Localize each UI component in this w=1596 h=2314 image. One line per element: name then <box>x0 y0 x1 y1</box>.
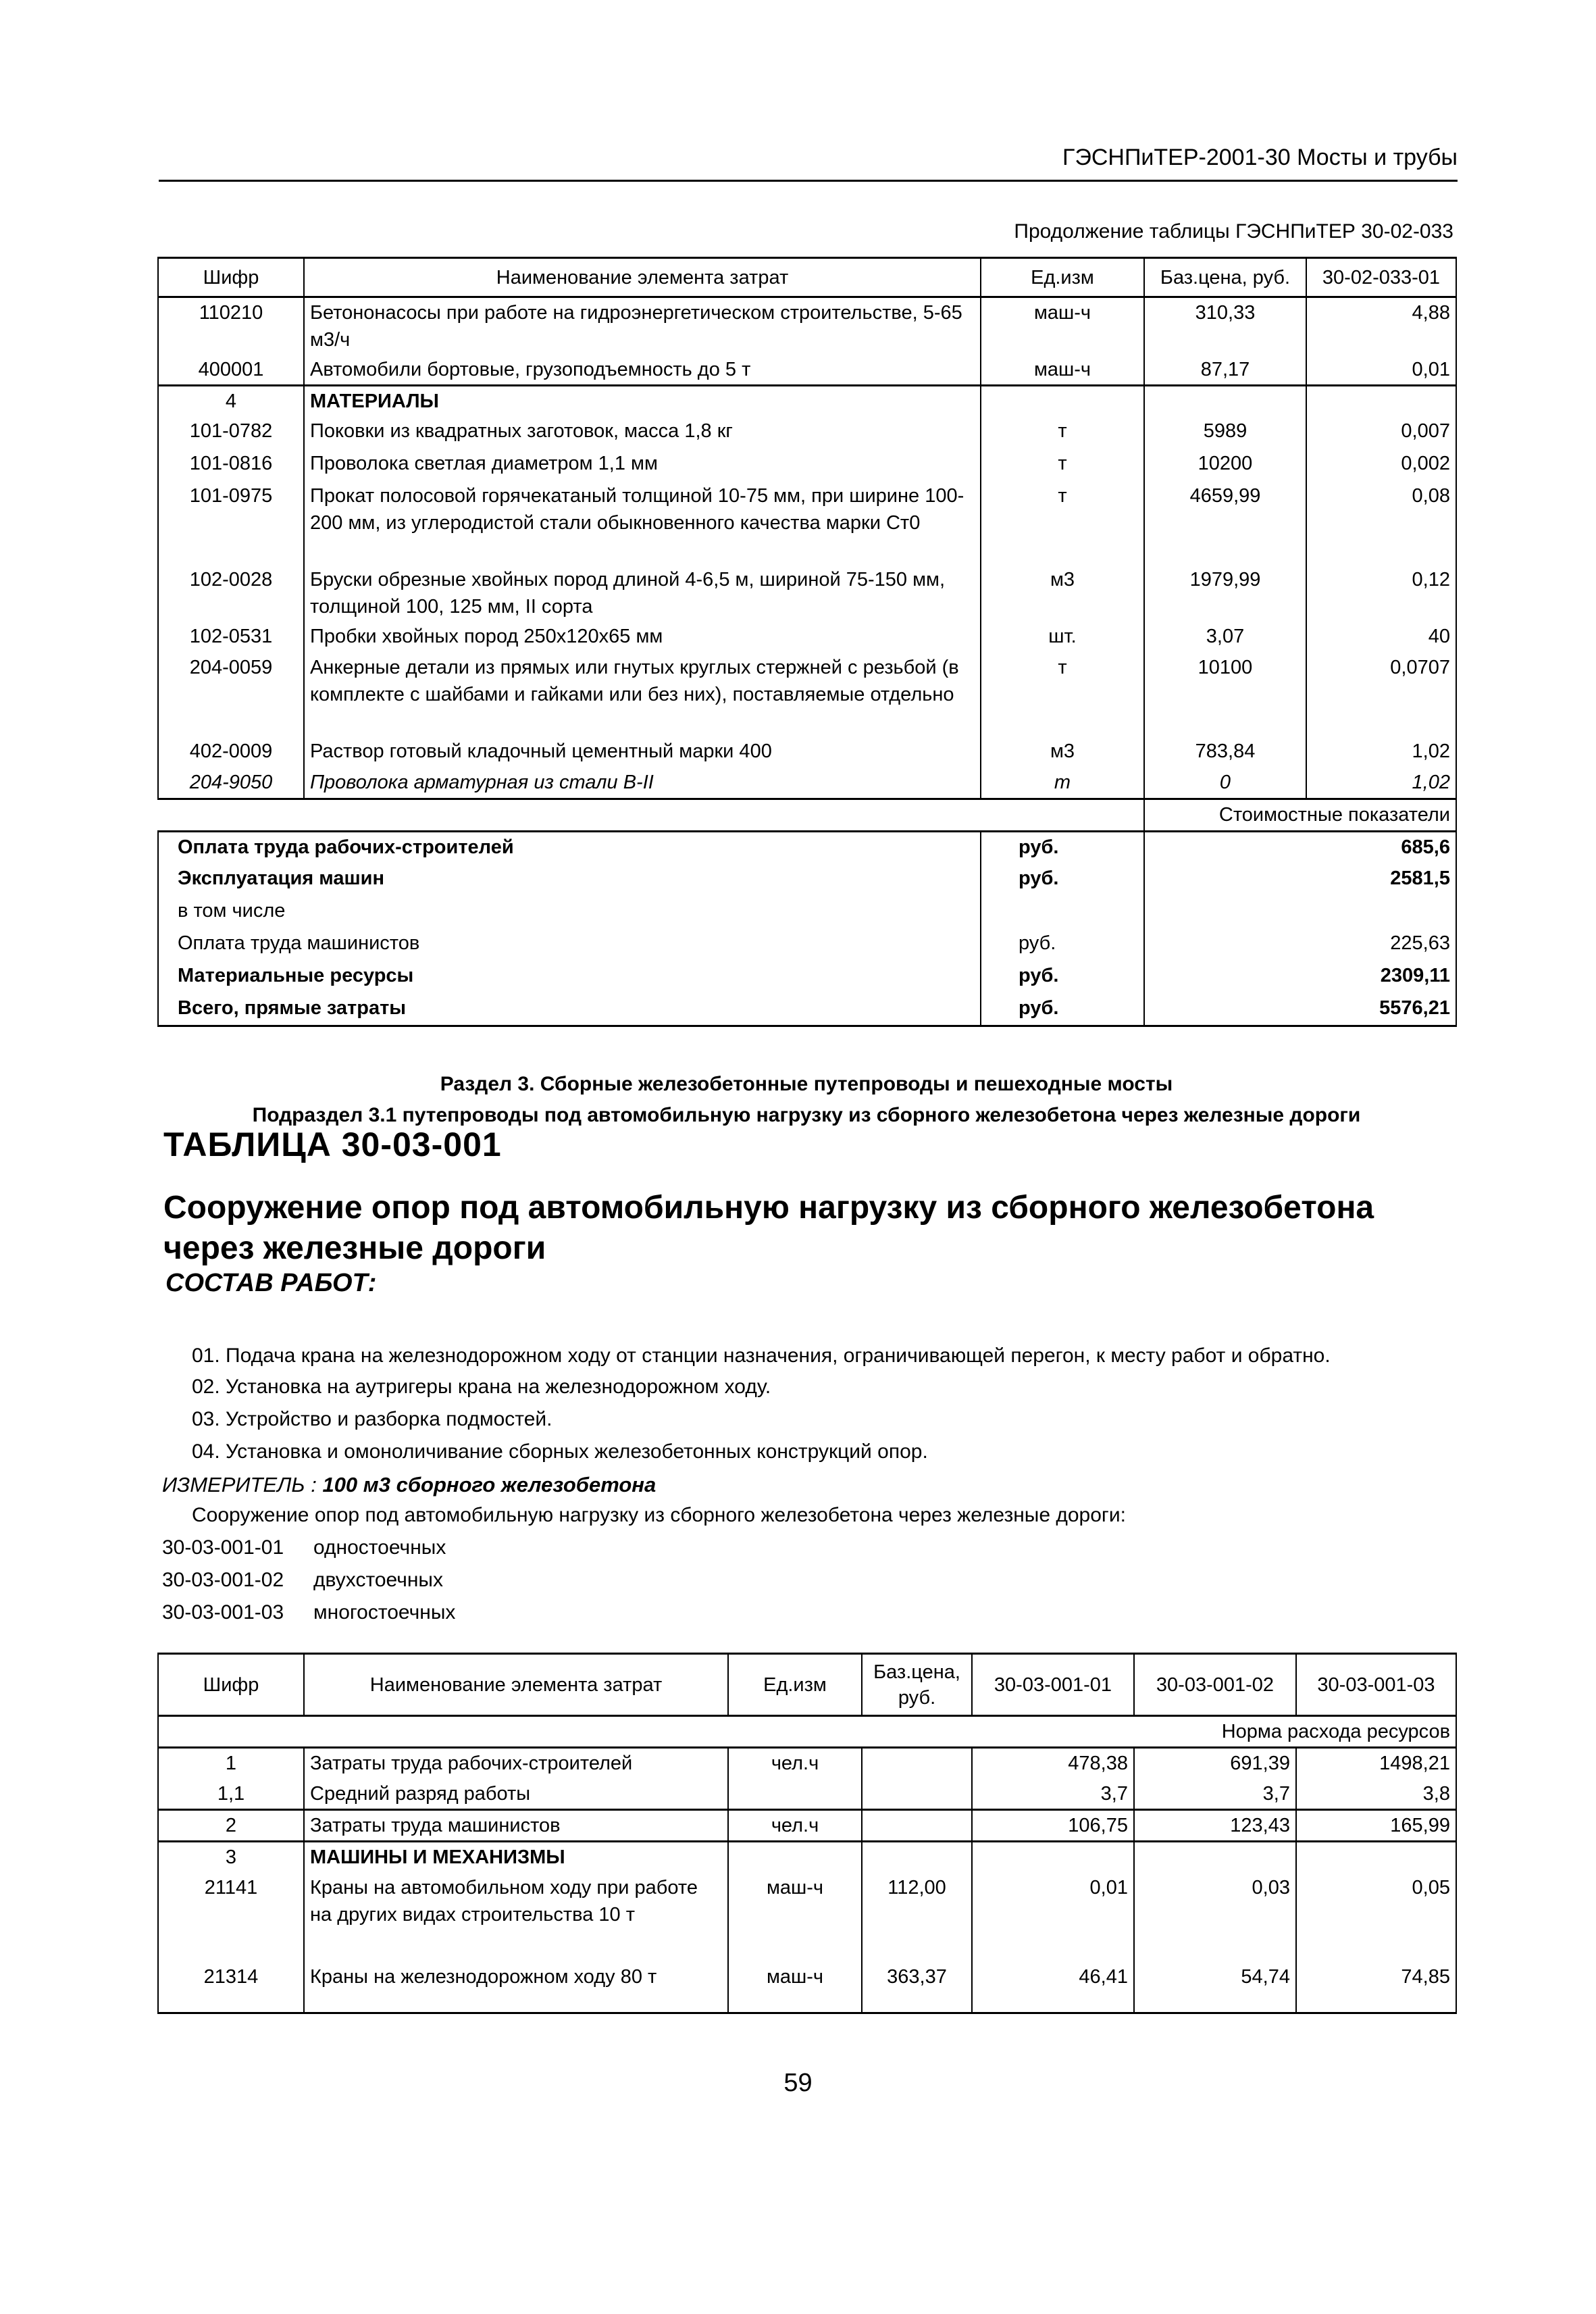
header-norm: 30-02-033-01 <box>1306 258 1456 297</box>
row-name: Затраты труда машинистов <box>304 1810 728 1842</box>
cost-unit: руб. <box>981 928 1144 961</box>
row-price <box>1144 386 1306 417</box>
header-code: Шифр <box>158 1654 304 1716</box>
row-code: 1 <box>158 1748 304 1779</box>
table-row <box>158 416 1456 449</box>
row-code: 4 <box>158 386 304 417</box>
row-code: 21314 <box>158 1962 304 2013</box>
table-row <box>158 1748 1456 1779</box>
row-value-03: 165,99 <box>1296 1810 1456 1842</box>
row-value-02: 3,7 <box>1134 1779 1296 1810</box>
cost-empty <box>1144 896 1306 928</box>
cost-row <box>158 993 1456 1026</box>
row-code: 101-0975 <box>158 481 304 565</box>
cost-empty <box>1144 928 1306 961</box>
table-row <box>158 736 1456 768</box>
running-header: ГЭСНПиТЕР-2001-30 Мосты и трубы <box>159 141 1458 182</box>
norm-title-row <box>158 1716 1456 1748</box>
row-name: Поковки из квадратных заготовок, масса 1,8 кг <box>304 416 981 449</box>
row-name: Бруски обрезные хвойных пород длиной 4-6,5 м, шириной 75-150 мм, толщиной 100, 125 мм, II сорта <box>304 565 981 622</box>
subsection-title: Подраздел 3.1 путепроводы под автомобильную нагрузку из сборного железобетона через железные дороги <box>252 1104 1361 1126</box>
row-unit: м3 <box>981 565 1144 622</box>
row-value-02: 691,39 <box>1134 1748 1296 1779</box>
row-value-03: 1498,21 <box>1296 1748 1456 1779</box>
row-code: 101-0816 <box>158 449 304 481</box>
row-unit: т <box>981 416 1144 449</box>
measure-unit <box>162 1473 656 1497</box>
row-name: Пробки хвойных пород 250х120х65 мм <box>304 622 981 653</box>
row-value: 0,08 <box>1306 481 1456 565</box>
row-name: Прокат полосовой горячекатаный толщиной 10-75 мм, при ширине 100-200 мм, из углеродистой стали обыкновенного качества марки Ст0 <box>304 481 981 565</box>
header-price: Баз.цена, руб. <box>1144 258 1306 297</box>
row-value-02: 0,03 <box>1134 1873 1296 1962</box>
table-row <box>158 653 1456 736</box>
row-price: 10100 <box>1144 653 1306 736</box>
operation-item: 04. Установка и омоноличивание сборных железобетонных конструкций опор. <box>192 1440 928 1463</box>
norm-title: Норма расхода ресурсов <box>158 1716 1456 1748</box>
cost-unit: руб. <box>981 961 1144 993</box>
table-row <box>158 1842 1456 1873</box>
cost-name: Эксплуатация машин <box>158 863 981 896</box>
resource-table-30-03-001 <box>157 1653 1457 2014</box>
variant-code: 30-03-001-03 <box>162 1601 284 1624</box>
cost-title-spacer <box>158 799 1144 831</box>
variant-code: 30-03-001-01 <box>162 1536 284 1559</box>
cost-indicators-title: Стоимостные показатели <box>1144 799 1456 831</box>
row-value-01: 0,01 <box>972 1873 1134 1962</box>
cost-empty <box>1144 863 1306 896</box>
row-code: 2 <box>158 1810 304 1842</box>
row-unit <box>728 1779 862 1810</box>
row-code: 3 <box>158 1842 304 1873</box>
row-value: 0,01 <box>1306 355 1456 386</box>
row-price: 5989 <box>1144 416 1306 449</box>
row-name: Проволока арматурная из стали В-II <box>304 768 981 799</box>
table-row <box>158 1810 1456 1842</box>
cost-name: Оплата труда машинистов <box>158 928 981 961</box>
cost-unit: руб. <box>981 831 1144 863</box>
header-price: Баз.цена, руб. <box>862 1654 972 1716</box>
header-norm-01: 30-03-001-01 <box>972 1654 1134 1716</box>
row-unit: чел.ч <box>728 1748 862 1779</box>
row-code: 1,1 <box>158 1779 304 1810</box>
table-continuation-caption: Продолжение таблицы ГЭСНПиТЕР 30-02-033 <box>1014 220 1453 243</box>
row-value: 40 <box>1306 622 1456 653</box>
row-code: 402-0009 <box>158 736 304 768</box>
row-value-03: 3,8 <box>1296 1779 1456 1810</box>
row-code: 102-0531 <box>158 622 304 653</box>
header-code: Шифр <box>158 258 304 297</box>
row-price: 4659,99 <box>1144 481 1306 565</box>
row-name: Автомобили бортовые, грузоподъемность до 5 т <box>304 355 981 386</box>
row-value-03: 0,05 <box>1296 1873 1456 1962</box>
table-row <box>158 1779 1456 1810</box>
row-name: Проволока светлая диаметром 1,1 мм <box>304 449 981 481</box>
row-value: 1,02 <box>1306 736 1456 768</box>
cost-row <box>158 961 1456 993</box>
header-unit: Ед.изм <box>728 1654 862 1716</box>
cost-empty <box>1144 993 1306 1026</box>
row-unit: маш-ч <box>981 355 1144 386</box>
measure-value: 100 м3 сборного железобетона <box>322 1473 657 1496</box>
operation-item: 03. Устройство и разборка подмостей. <box>192 1408 552 1430</box>
cost-indicators-title-row <box>158 799 1456 831</box>
cost-value: 5576,21 <box>1306 993 1456 1026</box>
row-name: Затраты труда рабочих-строителей <box>304 1748 728 1779</box>
cost-empty <box>1144 961 1306 993</box>
row-name: Бетононасосы при работе на гидроэнергетическом строительстве, 5-65 м3/ч <box>304 297 981 355</box>
row-code: 400001 <box>158 355 304 386</box>
table-row <box>158 768 1456 799</box>
composition-heading: СОСТАВ РАБОТ: <box>165 1269 377 1297</box>
header-name: Наименование элемента затрат <box>304 1654 728 1716</box>
row-value: 0,0707 <box>1306 653 1456 736</box>
cost-row <box>158 831 1456 863</box>
row-value <box>1306 386 1456 417</box>
row-price: 783,84 <box>1144 736 1306 768</box>
operation-item: 02. Установка на аутригеры крана на железнодорожном ходу. <box>192 1376 771 1398</box>
row-price: 112,00 <box>862 1873 972 1962</box>
row-price <box>862 1748 972 1779</box>
variant-item <box>162 1569 443 1592</box>
row-value: 0,002 <box>1306 449 1456 481</box>
resource-table-30-02-033 <box>157 257 1457 1027</box>
cost-name: Оплата труда рабочих-строителей <box>158 831 981 863</box>
row-value-03: 74,85 <box>1296 1962 1456 2013</box>
table-header-row <box>158 1654 1456 1716</box>
header-name: Наименование элемента затрат <box>304 258 981 297</box>
row-value-01: 3,7 <box>972 1779 1134 1810</box>
row-price: 0 <box>1144 768 1306 799</box>
header-norm-02: 30-03-001-02 <box>1134 1654 1296 1716</box>
row-value-02: 54,74 <box>1134 1962 1296 2013</box>
variant-name: многостоечных <box>313 1601 456 1624</box>
row-price: 363,37 <box>862 1962 972 2013</box>
table-row <box>158 449 1456 481</box>
cost-value: 2581,5 <box>1306 863 1456 896</box>
cost-row <box>158 863 1456 896</box>
row-code: 110210 <box>158 297 304 355</box>
row-unit: маш-ч <box>728 1873 862 1962</box>
row-value: 0,007 <box>1306 416 1456 449</box>
cost-empty <box>1144 831 1306 863</box>
table-row <box>158 386 1456 417</box>
page-number: 59 <box>783 2069 813 2097</box>
measure-label: ИЗМЕРИТЕЛЬ : <box>162 1473 317 1496</box>
row-code: 102-0028 <box>158 565 304 622</box>
header-unit: Ед.изм <box>981 258 1144 297</box>
header-norm-03: 30-03-001-03 <box>1296 1654 1456 1716</box>
row-value-01 <box>972 1842 1134 1873</box>
row-price: 1979,99 <box>1144 565 1306 622</box>
row-price: 10200 <box>1144 449 1306 481</box>
table-row <box>158 1873 1456 1962</box>
table-header-row <box>158 258 1456 297</box>
cost-row <box>158 928 1456 961</box>
row-name: Средний разряд работы <box>304 1779 728 1810</box>
row-value: 1,02 <box>1306 768 1456 799</box>
cost-name: Материальные ресурсы <box>158 961 981 993</box>
row-value-02: 123,43 <box>1134 1810 1296 1842</box>
row-unit: т <box>981 481 1144 565</box>
row-name: МАТЕРИАЛЫ <box>304 386 981 417</box>
row-unit: т <box>981 653 1144 736</box>
row-value: 4,88 <box>1306 297 1456 355</box>
cost-name: в том числе <box>158 896 981 928</box>
operation-item: 01. Подача крана на железнодорожном ходу от станции назначения, ограничивающей перегон, к месту работ и обратно. <box>192 1344 1331 1367</box>
cost-unit <box>981 896 1144 928</box>
table-row <box>158 297 1456 355</box>
row-price: 87,17 <box>1144 355 1306 386</box>
row-price <box>862 1810 972 1842</box>
cost-unit: руб. <box>981 993 1144 1026</box>
row-code: 21141 <box>158 1873 304 1962</box>
cost-value: 685,6 <box>1306 831 1456 863</box>
cost-value: 2309,11 <box>1306 961 1456 993</box>
variant-name: одностоечных <box>313 1536 446 1559</box>
row-unit: шт. <box>981 622 1144 653</box>
row-unit <box>981 386 1144 417</box>
row-name: Анкерные детали из прямых или гнутых круглых стержней с резьбой (в комплекте с шайбами и гайками или без них), поставляемые отдельно <box>304 653 981 736</box>
row-price: 3,07 <box>1144 622 1306 653</box>
table-intro: Сооружение опор под автомобильную нагрузку из сборного железобетона через железные дороги: <box>192 1504 1126 1526</box>
row-unit: т <box>981 449 1144 481</box>
table-row <box>158 1962 1456 2013</box>
row-name: Краны на железнодорожном ходу 80 т <box>304 1962 728 2013</box>
row-unit <box>728 1842 862 1873</box>
table-row <box>158 481 1456 565</box>
row-value-03 <box>1296 1842 1456 1873</box>
row-value: 0,12 <box>1306 565 1456 622</box>
row-name: Краны на автомобильном ходу при работе на других видах строительства 10 т <box>304 1873 728 1962</box>
table-row <box>158 622 1456 653</box>
row-unit: т <box>981 768 1144 799</box>
row-code: 101-0782 <box>158 416 304 449</box>
row-code: 204-9050 <box>158 768 304 799</box>
row-value-01: 478,38 <box>972 1748 1134 1779</box>
cost-row <box>158 896 1456 928</box>
row-unit: чел.ч <box>728 1810 862 1842</box>
variant-item <box>162 1536 446 1559</box>
row-value-02 <box>1134 1842 1296 1873</box>
row-price <box>862 1842 972 1873</box>
variant-item <box>162 1601 455 1624</box>
cost-value: 225,63 <box>1306 928 1456 961</box>
row-value-01: 46,41 <box>972 1962 1134 2013</box>
cost-unit: руб. <box>981 863 1144 896</box>
variant-code: 30-03-001-02 <box>162 1569 284 1591</box>
row-value-01: 106,75 <box>972 1810 1134 1842</box>
row-name: Раствор готовый кладочный цементный марки 400 <box>304 736 981 768</box>
row-code: 204-0059 <box>158 653 304 736</box>
row-price <box>862 1779 972 1810</box>
table-title: ТАБЛИЦА 30-03-001 <box>163 1126 502 1163</box>
row-unit: маш-ч <box>728 1962 862 2013</box>
work-title: Сооружение опор под автомобильную нагрузку из сборного железобетона через железные дороги <box>163 1190 1374 1266</box>
row-price: 310,33 <box>1144 297 1306 355</box>
variant-name: двухстоечных <box>313 1569 443 1591</box>
row-unit: м3 <box>981 736 1144 768</box>
table-row <box>158 355 1456 386</box>
table-row <box>158 565 1456 622</box>
section-title: Раздел 3. Сборные железобетонные путепроводы и пешеходные мосты <box>440 1073 1173 1095</box>
row-name: МАШИНЫ И МЕХАНИЗМЫ <box>304 1842 728 1873</box>
row-unit: маш-ч <box>981 297 1144 355</box>
cost-value <box>1306 896 1456 928</box>
cost-name: Всего, прямые затраты <box>158 993 981 1026</box>
